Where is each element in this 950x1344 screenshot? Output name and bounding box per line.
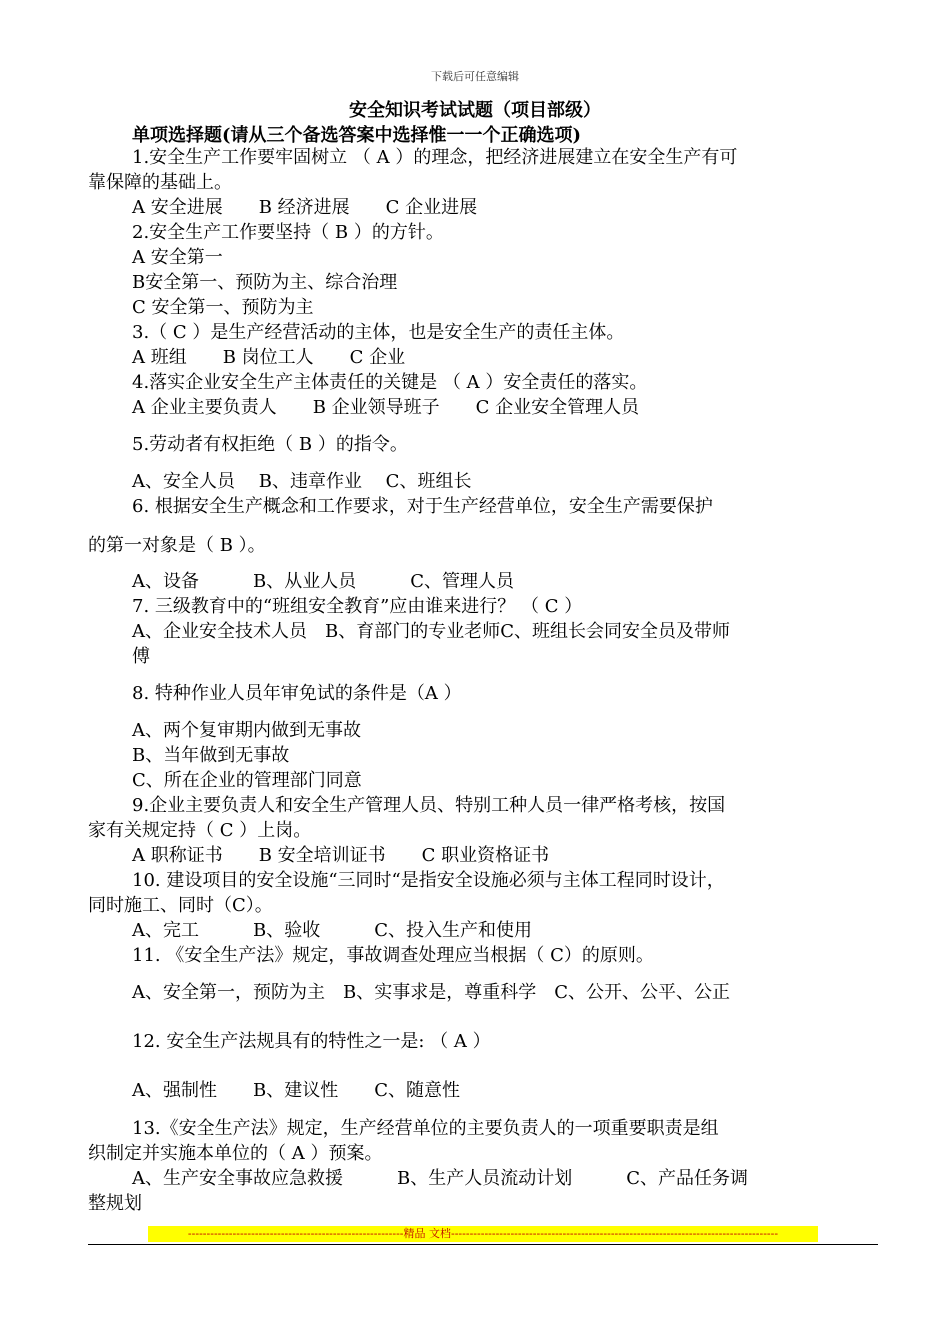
option-line: A、完工 B、验收 C、投入生产和使用 [132,920,532,941]
option-line: A、设备 B、从业人员 C、管理人员 [132,571,514,592]
option-line: 整规划 [88,1193,142,1214]
option-line: A、强制性 B、建议性 C、随意性 [132,1080,460,1101]
option-line: C、所在企业的管理部门同意 [132,770,362,791]
question-line: 靠保障的基础上。 [88,172,232,193]
option-line: B安全第一、预防为主、综合治理 [132,272,398,293]
option-line: A、安全第一，预防为主 B、实事求是，尊重科学 C、公开、公平、公正 [132,982,730,1003]
option-line: A、生产安全事故应急救援 B、生产人员流动计划 C、产品任务调 [132,1168,748,1189]
question-line: 12. 安全生产法规具有的特性之一是: （ A ） [132,1031,491,1052]
option-line: B、当年做到无事故 [132,745,290,766]
option-line: A、企业安全技术人员 B、育部门的专业老师C、班组长会同安全员及带师 [132,621,730,642]
question-line: 3.（ C ）是生产经营活动的主体，也是安全生产的责任主体。 [132,322,625,343]
question-line: 织制定并实施本单位的（ A ）预案。 [88,1143,383,1164]
footer-watermark: ----------------------------------------------------------精品 文档---------------------------------------------------------------------------------------- [148,1226,818,1242]
header-note: 下载后可任意编辑 [431,70,519,83]
question-line: 1.安全生产工作要牢固树立 （ A ）的理念，把经济进展建立在安全生产有可 [132,147,738,168]
question-line: 13.《安全生产法》规定，生产经营单位的主要负责人的一项重要职责是组 [132,1118,719,1139]
question-line: 7. 三级教育中的“班组安全教育”应由谁来进行？ （ C ） [132,596,583,617]
question-line: 2.安全生产工作要坚持（ B ）的方针。 [132,222,444,243]
section-heading: 单项选择题(请从三个备选答案中选择惟一一个正确选项) [132,125,582,146]
question-line: 9.企业主要负责人和安全生产管理人员、特别工种人员一律严格考核，按国 [132,795,726,816]
option-line: A 安全第一 [132,247,223,268]
question-line: 的第一对象是（ B ）。 [88,535,266,556]
page-title: 安全知识考试试题（项目部级） [349,100,601,121]
option-line: A、安全人员 B、违章作业 C、班组长 [132,471,472,492]
question-line: 10. 建设项目的安全设施“三同时“是指安全设施必须与主体工程同时设计， [132,870,725,891]
question-line: 4.落实企业安全生产主体责任的关键是 （ A ）安全责任的落实。 [132,372,648,393]
option-line: C 安全第一、预防为主 [132,297,314,318]
option-line: A 安全进展 B 经济进展 C 企业进展 [132,197,478,218]
question-line: 家有关规定持（ C ）上岗。 [88,820,312,841]
option-line: A 班组 B 岗位工人 C 企业 [132,347,406,368]
option-line: A、两个复审期内做到无事故 [132,720,361,741]
question-line: 5.劳动者有权拒绝（ B ）的指令。 [132,434,408,455]
footer-divider [88,1244,878,1245]
question-line: 11. 《安全生产法》规定，事故调查处理应当根据（ C）的原则。 [132,945,654,966]
option-line: A 职称证书 B 安全培训证书 C 职业资格证书 [132,845,550,866]
question-line: 6. 根据安全生产概念和工作要求，对于生产经营单位，安全生产需要保护 [132,496,713,517]
question-line: 8. 特种作业人员年审免试的条件是（A ） [132,683,462,704]
option-line: 傅 [132,646,150,667]
option-line: A 企业主要负责人 B 企业领导班子 C 企业安全管理人员 [132,397,640,418]
question-line: 同时施工、同时（C）。 [88,895,273,916]
